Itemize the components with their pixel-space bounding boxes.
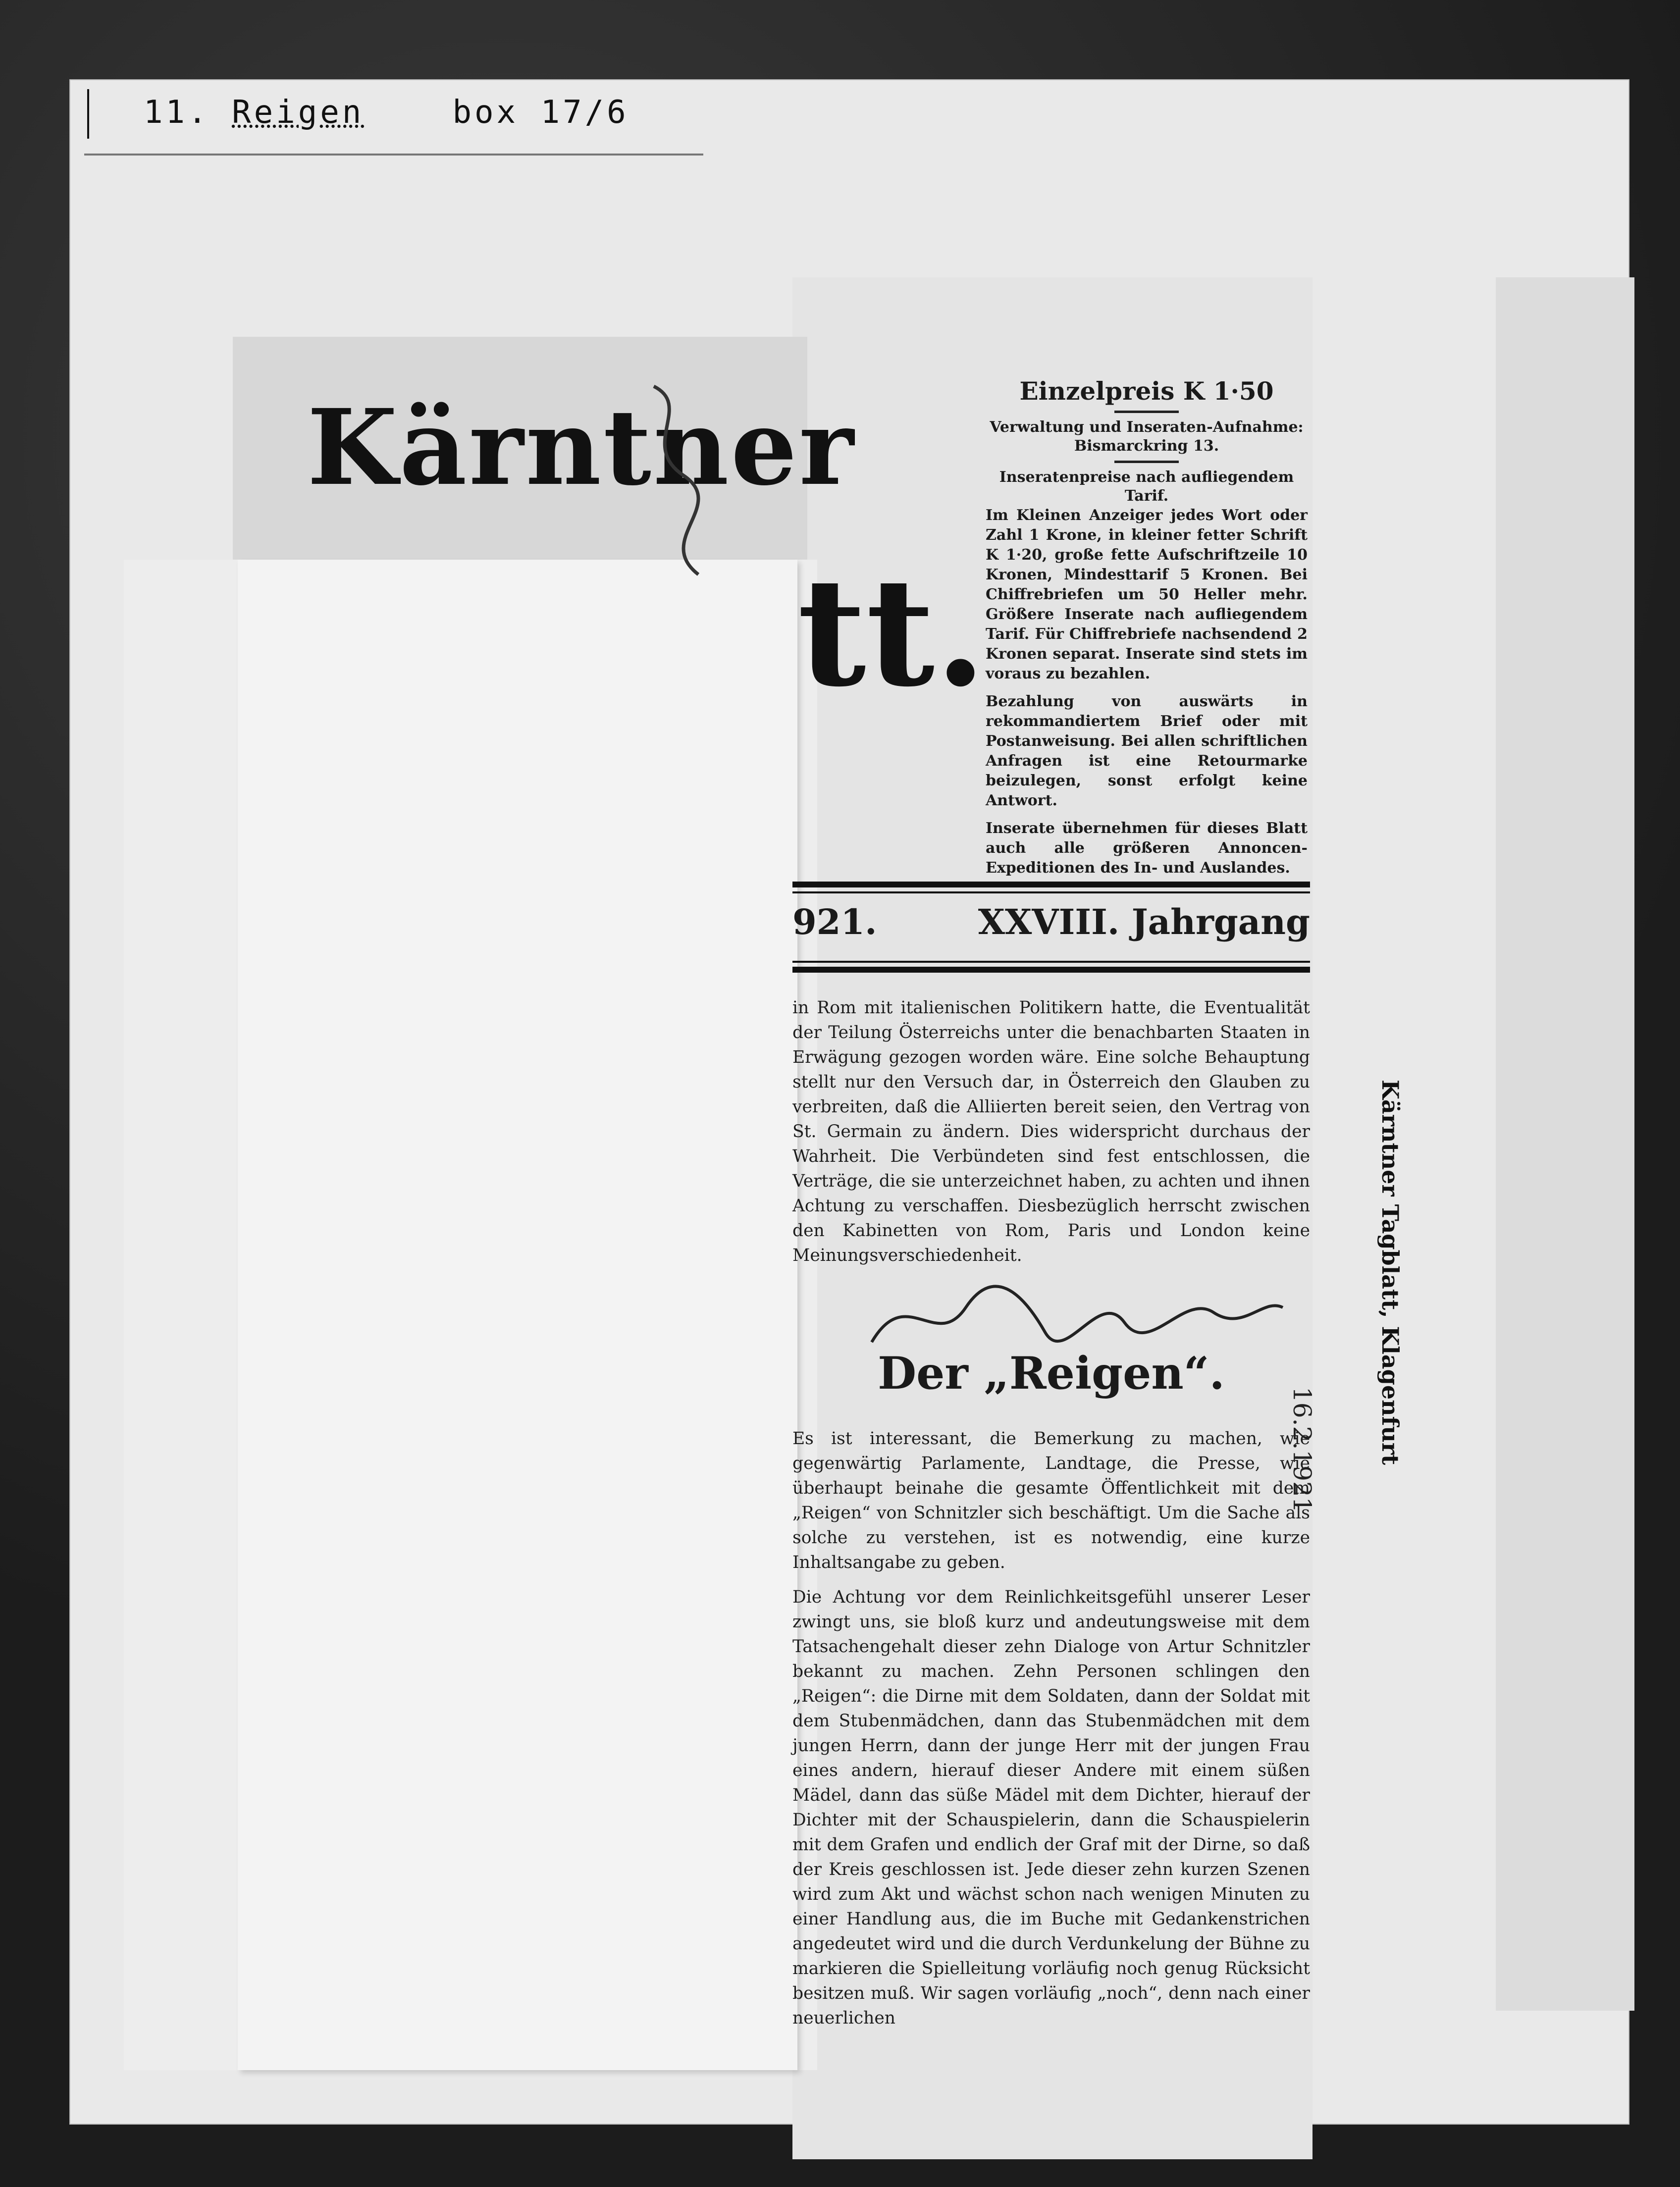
masthead-title-tail: tt. <box>797 545 987 720</box>
price-rule <box>1114 411 1179 413</box>
label-tick-mark <box>87 89 89 139</box>
price-body-2: Bezahlung von auswärts in rekommandiertem Brief oder mit Postanweisung. Bei allen schriftlichen Anfragen ist eine Retourmarke beizulegen, sonst erfolgt keine Antwort. <box>986 693 1308 809</box>
issue-line <box>792 901 1310 951</box>
rule-top-thick <box>792 882 1310 887</box>
label-title: Reigen <box>232 94 365 131</box>
date-stamp: 16.2.1921 <box>1288 1387 1316 1513</box>
masthead-title: Kärntner <box>307 386 856 509</box>
sheet-edge <box>1496 277 1634 2011</box>
price-box <box>986 376 1308 878</box>
price-tariff-head: Inseratenpreise nach aufliegendem Tarif. <box>999 469 1294 505</box>
price-body-3: Inserate übernehmen für dieses Blatt auch alle größeren Annoncen-Expeditionen des In- und Auslandes. <box>986 820 1308 877</box>
paragraph-2-text: Es ist interessant, die Bemerkung zu machen, wie gegenwärtig Parlamente, Landtage, die Presse, wie überhaupt beinahe die gesamte Öffentlichkeit mit dem „Reigen“ von Schnitzler sich beschäftigt. Um die Sache als solche zu verstehen, ist es notwendig, eine kurze Inhaltsangabe zu geben. <box>792 1429 1310 1572</box>
label-box: box 17/6 <box>452 94 629 131</box>
paragraph-1-text: in Rom mit italienischen Politikern hatte, die Eventualität der Teilung Österreichs unter die benachbarten Staaten in Erwägung gezogen worden wäre. Eine solche Behauptung stellt nur den Versuch dar, in Österreich den Glauben zu verbreiten, daß die Alliierten bereit seien, den Vertrag von St. Germain zu ändern. Dies widerspricht durchaus der Wahrheit. Die Verbündeten sind fest entschlossen, die Verträge, die sie unterzeichnet haben, zu achten und ihnen Achtung zu verschaffen. Diesbezüglich herrscht zwischen den Kabinetten von Rom, Paris und London keine Meinungsverschiedenheit. <box>792 998 1310 1265</box>
article-paragraph-1 <box>792 995 1310 1268</box>
price-admin: Verwaltung und Inseraten-Aufnahme: Bismarckring 13. <box>990 418 1304 455</box>
rule-bottom-thick <box>792 967 1310 973</box>
rule-bottom-thin <box>792 961 1310 963</box>
pencil-mark-icon <box>624 376 723 584</box>
price-title: Einzelpreis K 1·50 <box>1019 376 1274 406</box>
archive-label <box>144 94 629 131</box>
paragraph-3-text: Die Achtung vor dem Reinlichkeitsgefühl unserer Leser zwingt uns, sie bloß kurz und andeutungsweise mit dem Tatsachengehalt dieser zehn Dialoge von Artur Schnitzler bekannt zu machen. Zehn Personen schlingen den „Reigen“: die Dirne mit dem Soldaten, dann der Soldat mit dem Stubenmädchen, dann das Stubenmädchen mit dem jungen Herrn, dann der junge Herr mit der jungen Frau eines andern, hierauf dieser Andere mit einem süßen Mädel, dann das süße Mädel mit dem Dichter, hierauf der Dichter mit der Schauspielerin, dann die Schauspielerin mit dem Grafen und endlich der Graf mit der Dirne, so daß der Kreis geschlossen ist. Jede dieser zehn kurzen Szenen wird zum Akt und wächst schon nach wenigen Minuten zu einer Handlung aus, die im Buche mit Gedankenstrichen angedeutet wird und die durch Verdunkelung der Bühne zu markieren die Spielleitung vorläufig noch genug Rücksicht besitzen muß. Wir sagen vorläufig „noch“, denn nach einer neuerlichen <box>792 1587 1310 2028</box>
article-paragraph-2 <box>792 1426 1310 1575</box>
article-heading: Der „Reigen“. <box>878 1347 1225 1400</box>
price-body-1: Im Kleinen Anzeiger jedes Wort oder Zahl 1 Krone, in kleiner fetter Schrift K 1·20, große fette Aufschriftzeile 10 Kronen, Mindesttarif 5 Kronen. Bei Chiffrebriefen um 50 Heller mehr. Größere Inserate nach aufliegendem Tarif. Für Chiffrebriefe nachsendend 2 Kronen separat. Inserate sind stets im voraus zu bezahlen. <box>986 507 1308 682</box>
source-side-label: Kärntner Tagblatt, Klagenfurt <box>1377 1080 1404 1465</box>
label-number: 11. <box>144 94 210 131</box>
blank-overlay-paper <box>238 560 797 2070</box>
issue-volume: XXVIII. Jahrgang <box>978 901 1310 942</box>
article-paragraph-3 <box>792 1585 1310 2031</box>
price-rule-2 <box>1114 461 1179 463</box>
rule-top-thin <box>792 891 1310 893</box>
issue-year: 921. <box>792 901 877 942</box>
